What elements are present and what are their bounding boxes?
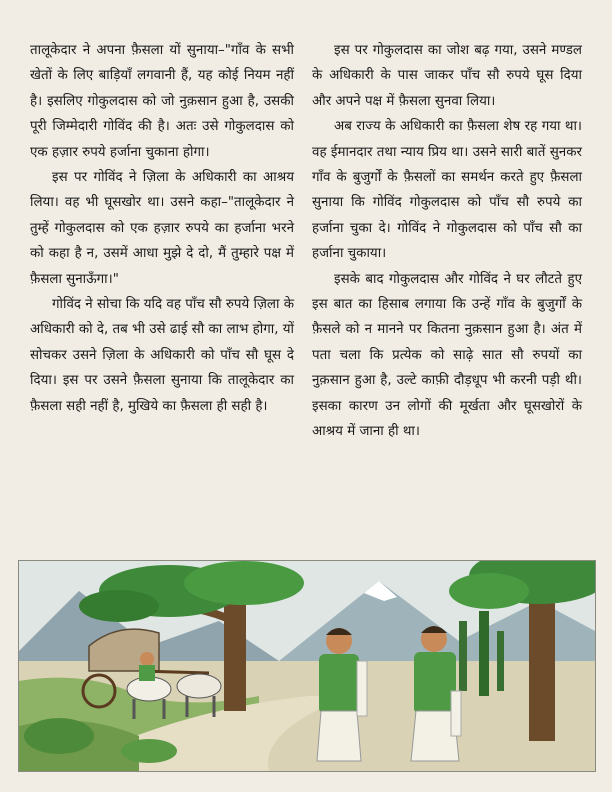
- right-paragraph-3: इसके बाद गोकुलदास और गोविंद ने घर लौटते हुए इस बात का हिसाब लगाया कि उन्हें गाँव के बुजुर्गों के फ़ैसले को न मानने पर कितना नुक़सान हुआ है। अंत में पता चला कि प्रत्येक को साढ़े सात सौ रुपयों का नुक़सान हुआ है, उल्टे काफ़ी दौड़धूप भी करनी पड़ी थी। इसका कारण उन लोगों की मूर्खता और घूसखोरों के आश्रय में जाना ही था।: [312, 271, 582, 440]
- tree-left-canopy-3: [79, 590, 159, 622]
- cart-driver: [140, 652, 154, 666]
- cypress-2: [479, 611, 489, 696]
- left-paragraph-3: गोविंद ने सोचा कि यदि वह पाँच सौ रुपये ज़िला के अधिकारी को दे, तब भी उसे ढाई सौ का लाभ होगा, यों सोचकर उसने ज़िला के अधिकारी को पाँच सौ घूस दे दिया। इस पर उसने फ़ैसला सुनाया कि तालूकेदार का फ़ैसला सही नहीं है, मुखिये का फ़ैसला ही सही है।: [30, 297, 295, 414]
- cypress-3: [497, 631, 504, 691]
- illustration-svg: [19, 561, 595, 771]
- cart-driver-body: [139, 665, 155, 681]
- bush-1: [24, 718, 94, 754]
- left-column: [30, 38, 294, 419]
- story-illustration: [18, 560, 596, 772]
- left-paragraph-2: इस पर गोविंद ने ज़िला के अधिकारी का आश्रय लिया। वह भी घूसखोर था। उसने कहा–"तालूकेदार ने तुम्हें गोकुलदास को एक हज़ार रुपये का हर्जाना भरने को कहा है न, उसमें आधा मुझे दे दो, मैं तुम्हारे पक्ष में फ़ैसला सुनाऊँगा।": [30, 170, 294, 287]
- ox-2: [177, 674, 221, 698]
- right-paragraph-2: अब राज्य के अधिकारी का फ़ैसला शेष रह गया था। वह ईमानदार तथा न्याय प्रिय था। उसने सारी बातें सुनकर गाँव के बुजुर्गों के फ़ैसलों का समर्थन करते हुए फ़ैसला सुनाया कि गोविंद गोकुलदास को पाँच सौ रुपये का हर्जाना चुका दे। गोविंद ने गोकुलदास को पाँच सौ का हर्जाना चुकाया।: [312, 119, 582, 262]
- right-paragraph-1: इस पर गोकुलदास का जोश बढ़ गया, उसने मण्डल के अधिकारी के पास जाकर पाँच सौ रुपये घूस दिया और अपने पक्ष में फ़ैसला सुनवा लिया।: [312, 43, 582, 109]
- tree-right-trunk: [529, 591, 555, 741]
- cypress-1: [459, 621, 467, 691]
- bush-2: [121, 739, 177, 763]
- right-column: [312, 38, 582, 445]
- tree-left-canopy-2: [184, 561, 304, 605]
- tree-right-canopy-2: [449, 573, 529, 609]
- left-paragraph-1: तालूकेदार ने अपना फ़ैसला यों सुनाया–"गाँव के सभी खेतों के लिए बाड़ियाँ लगवानी हैं, यह कोई नियम नहीं है। इसलिए गोकुलदास को जो नुक़सान हुआ है, उसकी पूरी जिम्मेदारी गोविंद की है। अतः उसे गोकुलदास को एक हज़ार रुपये हर्जाना चुकाना होगा।: [30, 43, 294, 160]
